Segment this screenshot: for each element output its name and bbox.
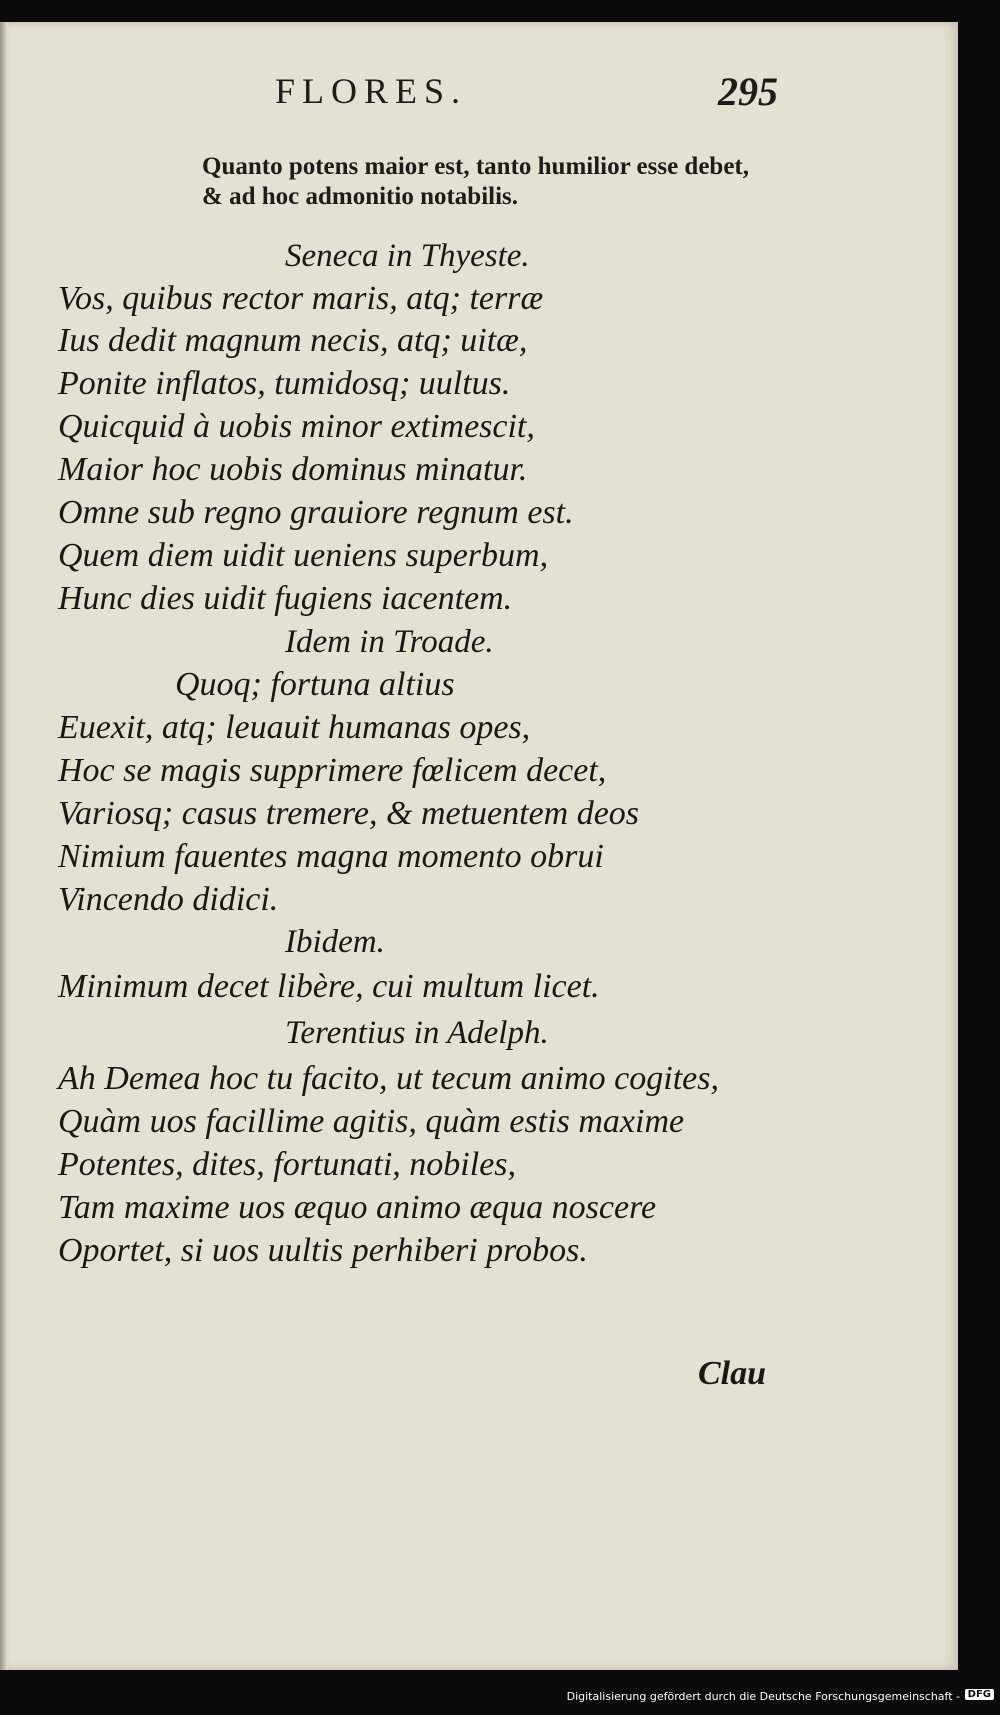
verse-line: Ponite inflatos, tumidosq; uultus. — [58, 365, 511, 402]
verse-line: Potentes, dites, fortunati, nobiles, — [58, 1146, 517, 1183]
verse-line: Vincendo didici. — [58, 881, 279, 918]
verse-line: Omne sub regno grauiore regnum est. — [58, 494, 574, 531]
verse-line: Quicquid à uobis minor extimescit, — [58, 408, 535, 445]
digitization-credit: Digitalisierung gefördert durch die Deutsche Forschungsgemeinschaft - — [566, 1690, 960, 1703]
verse-line: Ius dedit magnum necis, atq; uitæ, — [58, 322, 528, 359]
verse-line: Ah Demea hoc tu facito, ut tecum animo cogites, — [58, 1060, 719, 1097]
verse-line: Oportet, si uos uultis perhiberi probos. — [58, 1232, 588, 1269]
verse-line: Quoq; fortuna altius — [175, 666, 455, 703]
verse-line: Euexit, atq; leuauit humanas opes, — [58, 709, 531, 746]
page-edge — [0, 22, 8, 1670]
verse-line: Variosq; casus tremere, & metuentem deos — [58, 795, 640, 832]
source-heading: Seneca in Thyeste. — [285, 238, 530, 274]
catchword: Clau — [698, 1355, 767, 1392]
source-heading: Idem in Troade. — [285, 624, 494, 660]
verse-line: Quàm uos facillime agitis, quàm estis maxime — [58, 1103, 685, 1140]
verse-line: Hunc dies uidit fugiens iacentem. — [58, 580, 513, 617]
verse-line: Nimium fauentes magna momento obrui — [58, 838, 604, 875]
source-heading: Terentius in Adelph. — [285, 1015, 549, 1051]
verse-line: Quem diem uidit ueniens superbum, — [58, 537, 549, 574]
source-heading: Ibidem. — [285, 924, 385, 960]
verse-line: Maior hoc uobis dominus minatur. — [58, 451, 528, 488]
verse-line: Minimum decet libère, cui multum licet. — [58, 968, 600, 1005]
verse-line: Vos, quibus rector maris, atq; terræ — [58, 280, 544, 317]
dfg-logo-icon: DFG — [965, 1689, 994, 1700]
section-heading: Quanto potens maior est, tanto humilior esse debet, & ad hoc admonitio notabilis. — [202, 153, 749, 210]
verse-line: Hoc se magis supprimere fœlicem decet, — [58, 752, 607, 789]
running-head: FLORES. — [275, 71, 468, 111]
page-number: 295 — [718, 69, 778, 114]
verse-line: Tam maxime uos æquo animo æqua noscere — [58, 1189, 657, 1226]
